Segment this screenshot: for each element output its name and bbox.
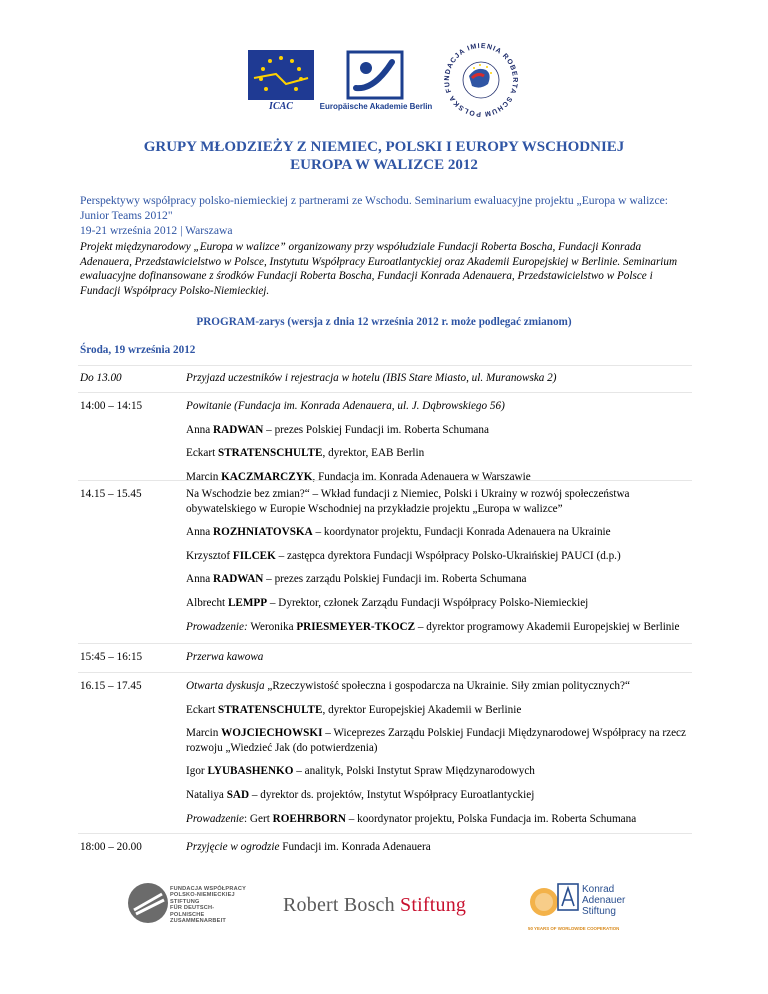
row-separator bbox=[78, 643, 692, 644]
schedule-time: 15:45 – 16:15 bbox=[80, 651, 143, 663]
moderator-entry: Prowadzenie: Weronika PRIESMEYER-TKOCZ – dyrektor programowy Akademii Europejskiej w Berlinie bbox=[186, 620, 680, 633]
kas-logo bbox=[528, 880, 648, 936]
schedule-time: 16.15 – 17.45 bbox=[80, 680, 142, 692]
schuman-logo-text: POLSKA FUNDACJA IMIENIA ROBERTA SCHUM bbox=[443, 42, 519, 118]
schedule-item: Przyjęcie w ogrodzie Fundacji im. Konrada Adenauera bbox=[186, 841, 431, 853]
speaker-entry: Eckart STRATENSCHULTE, dyrektor Europejskiej Akademii w Berlinie bbox=[186, 703, 522, 716]
kas-logo-text: Konrad Adenauer Stiftung bbox=[582, 884, 626, 917]
speaker-entry: Nataliya SAD – dyrektor ds. projektów, Instytut Współpracy Euroatlantyckiej bbox=[186, 788, 535, 801]
moderator-entry: Prowadzenie: Gert ROEHRBORN – koordynator projektu, Polska Fundacja im. Roberta Schumana bbox=[186, 812, 637, 825]
footer-logos bbox=[0, 876, 768, 936]
schuman-foundation-logo bbox=[436, 42, 526, 120]
speaker-entry: Igor LYUBASHENKO – analityk, Polski Instytut Spraw Międzynarodowych bbox=[186, 765, 535, 778]
speaker-entry: Krzysztof FILCEK – zastępca dyrektora Fundacji Współpracy Polsko-Ukraińskiej PAUCI (d.p.) bbox=[186, 549, 621, 562]
program-heading: PROGRAM-zarys (wersja z dnia 12 września 2012 r. może podlegać zmianom) bbox=[196, 316, 572, 328]
schedule-item: Na Wschodzie bez zmian?“ – Wkład fundacji z Niemiec, Polski i Ukrainy w rozwój społeczeństwa obywatelskiego w Europie Wschodniej na przykładzie projektu „Europa w walizce” bbox=[186, 488, 630, 515]
icac-logo-text: ICAC bbox=[269, 101, 293, 112]
schedule-item: Otwarta dyskusja „Rzeczywistość społeczna i gospodarcza na Ukrainie. Siły zmian politycznych?“ bbox=[186, 680, 630, 692]
schedule-body bbox=[186, 679, 686, 826]
schedule-body bbox=[186, 840, 686, 855]
fwpn-logo-text: FUNDACJA WSPÓŁPRACY POLSKO-NIEMIECKIEJ STIFTUNG FÜR DEUTSCH-POLNISCHE ZUSAMMENARBEIT bbox=[170, 886, 247, 925]
schedule-time: Do 13.00 bbox=[80, 372, 122, 384]
schedule-body bbox=[186, 487, 686, 634]
speaker-entry: Anna ROZHNIATOVSKA – koordynator projektu, Fundacji Konrada Adenauera na Ukrainie bbox=[186, 526, 611, 539]
row-separator bbox=[78, 365, 692, 366]
speaker-entry: Marcin KACZMARCZYK, Fundacja im. Konrada Adenauera w Warszawie bbox=[186, 470, 531, 483]
row-separator bbox=[78, 833, 692, 834]
schedule-item: Przerwa kawowa bbox=[186, 651, 264, 663]
schedule-body bbox=[186, 371, 686, 386]
schedule-time: 18:00 – 20.00 bbox=[80, 841, 142, 853]
schedule-item: Powitanie (Fundacja im. Konrada Adenauera, ul. J. Dąbrowskiego 56) bbox=[186, 400, 505, 412]
header-logos bbox=[0, 42, 768, 120]
schedule-body bbox=[186, 650, 686, 665]
intro-text bbox=[80, 193, 690, 238]
schedule-body bbox=[186, 399, 686, 484]
schedule-time: 14:00 – 14:15 bbox=[80, 400, 143, 412]
title-line-2: EUROPA W WALIZCE 2012 bbox=[290, 157, 478, 173]
speaker-entry: Anna RADWAN – prezes zarządu Polskiej Fundacji im. Roberta Schumana bbox=[186, 573, 527, 586]
fwpn-logo bbox=[126, 876, 246, 936]
title-line-1: GRUPY MŁODZIEŻY Z NIEMIEC, POLSKI I EUROPY WSCHODNIEJ bbox=[143, 139, 625, 155]
speaker-entry: Eckart STRATENSCHULTE, dyrektor, EAB Berlin bbox=[186, 447, 425, 460]
kas-years-text: 50 YEARS OF WORLDWIDE COOPERATION bbox=[528, 926, 620, 931]
document-title bbox=[0, 138, 768, 174]
intro-line-1: Perspektywy współpracy polsko-niemieckiej z partnerami ze Wschodu. Seminarium ewaluacyjne projektu „Europa w walizce: Junior Teams 2012" bbox=[80, 194, 668, 222]
speaker-entry: Anna RADWAN – prezes Polskiej Fundacji im. Roberta Schumana bbox=[186, 423, 489, 436]
project-description: Projekt międzynarodowy „Europa w walizce” organizowany przy współudziale Fundacji Roberta Boscha, Fundacji Konrada Adenauera, Przedstawicielstwo w Polsce, Instytutu Współpracy Euroatlantyckiej oraz Akademii Europejskiej w Berlinie. Seminarium ewaluacyjne dofinansowane z środków Fundacji Roberta Boscha, Fundacji Konrada Adenauera, Przedstawicielstwo w Polsce i Fundacji Współpracy Polsko-Niemieckiej. bbox=[80, 241, 678, 297]
speaker-entry: Albrecht LEMPP – Dyrektor, członek Zarządu Fundacji Współpracy Polsko-Niemieckiej bbox=[186, 596, 589, 609]
row-separator bbox=[78, 392, 692, 393]
day-heading: Środa, 19 września 2012 bbox=[80, 344, 196, 356]
eab-logo bbox=[316, 50, 436, 116]
intro-line-2: 19-21 września 2012 | Warszawa bbox=[80, 224, 233, 237]
row-separator bbox=[78, 480, 692, 481]
eab-logo-text: Europäische Akademie Berlin bbox=[319, 102, 433, 111]
schedule-item: Przyjazd uczestników i rejestracja w hotelu (IBIS Stare Miasto, ul. Muranowska 2) bbox=[186, 372, 557, 384]
bosch-stiftung-logo: Robert Bosch Stiftung bbox=[283, 894, 467, 916]
speaker-entry: Marcin WOJCIECHOWSKI – Wiceprezes Zarządu Polskiej Fundacji Międzynarodowej Współpracy na rzecz rozwoju „Wiedzieć Jak (do potwierdzenia) bbox=[186, 727, 686, 754]
icac-logo bbox=[246, 48, 316, 112]
schedule-time: 14.15 – 15.45 bbox=[80, 488, 142, 500]
row-separator bbox=[78, 672, 692, 673]
